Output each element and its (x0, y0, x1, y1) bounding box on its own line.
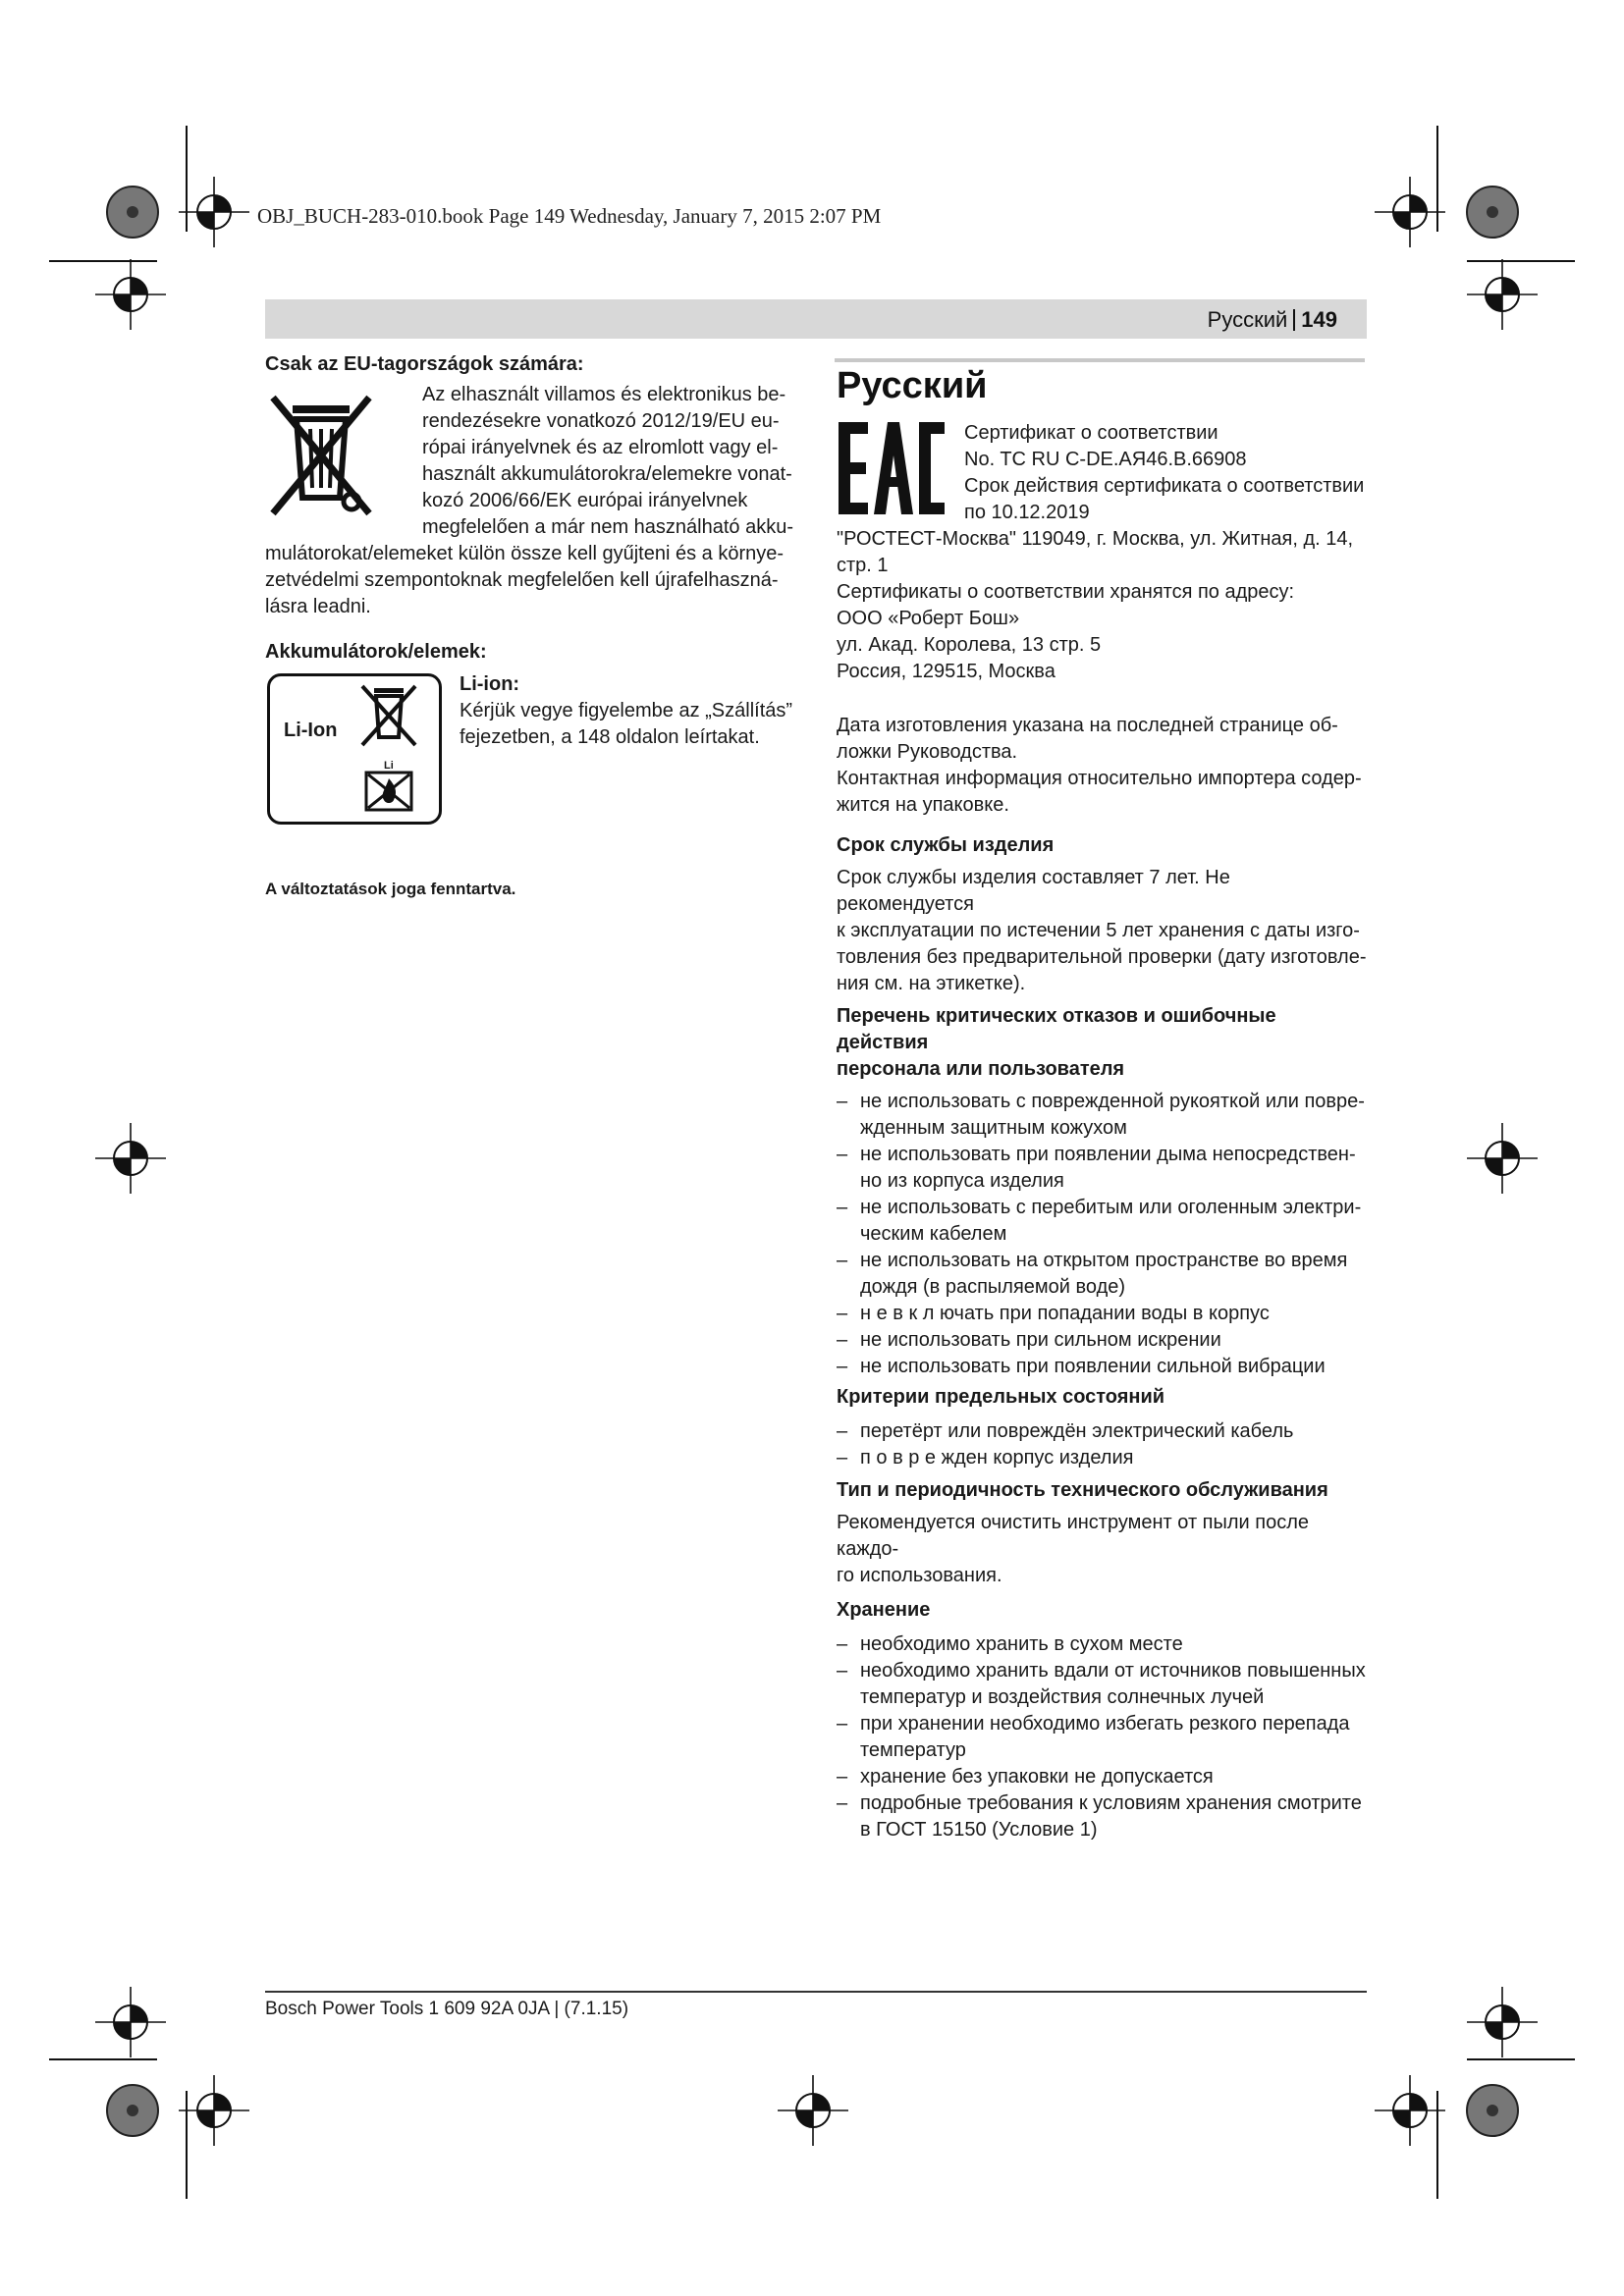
maintenance-heading: Тип и периодичность технического обслуживания (837, 1479, 1328, 1501)
footer: Bosch Power Tools 1 609 92A 0JA | (7.1.15) (265, 1999, 629, 2019)
date-line: Контактная информация относительно импортера содер- (837, 768, 1362, 789)
footer-rule (265, 1991, 1367, 1993)
liion-line: fejezetben, a 148 oldalon leírtakat. (460, 726, 760, 748)
maintenance-line: го использования. (837, 1565, 1002, 1586)
eu-heading: Csak az EU-tagországok számára: (265, 353, 584, 375)
eu-line: rópai irányelvnek és az elromlott vagy el- (422, 437, 779, 458)
book-slug: OBJ_BUCH-283-010.book Page 149 Wednesday, January 7, 2015 2:07 PM (257, 204, 882, 228)
rostest-line: ул. Акад. Королева, 13 стр. 5 (837, 634, 1102, 656)
crossed-battery-bin-icon (358, 682, 419, 751)
rostest-block (837, 526, 1372, 685)
rostest-line: стр. 1 (837, 555, 889, 576)
header-language: Русский (1207, 307, 1288, 332)
certificate-block (964, 420, 1367, 526)
list-item: – необходимо хранить в сухом месте (837, 1631, 1372, 1658)
list-item: – не использовать с поврежденной рукояткой или повре- жденным защитным кожухом (837, 1089, 1372, 1142)
rights-reserved: A változtatások joga fenntartva. (265, 880, 516, 898)
rostest-line: Сертификаты о соответствии хранятся по адресу: (837, 581, 1295, 603)
eu-line: lásra leadni. (265, 596, 371, 617)
eu-line: használt akkumulátorokra/elemekre vonat- (422, 463, 792, 485)
right-column (837, 526, 1372, 1843)
critical-heading (837, 1003, 1372, 1083)
eac-mark-icon (837, 420, 947, 516)
list-item: – перетёрт или повреждён электрический кабель (837, 1418, 1372, 1445)
liion-heading: Li-ion: (460, 673, 520, 695)
eu-line: mulátorokat/elemeket külön össze kell gyűjteni és a környe- (265, 543, 785, 564)
accumulator-heading: Akkumulátorok/elemek: (265, 641, 487, 663)
list-item: – подробные требования к условиям хранения смотрите в ГОСТ 15150 (Условие 1) (837, 1790, 1372, 1843)
liion-text (460, 671, 793, 751)
critical-heading-line: Перечень критических отказов и ошибочные действия (837, 1005, 1276, 1053)
critical-list (837, 1089, 1372, 1380)
left-column (265, 351, 795, 902)
crossed-bin-icon (267, 392, 375, 519)
list-item: – необходимо хранить вдали от источников повышенных температур и воздействия солнечных лучей (837, 1658, 1372, 1711)
liion-symbol-box (267, 673, 442, 825)
no-fire-battery-icon (364, 771, 413, 812)
list-item: – хранение без упаковки не допускается (837, 1764, 1372, 1790)
limits-heading: Критерии предельных состояний (837, 1386, 1165, 1408)
cert-line: Срок действия сертификата о соответствии (964, 475, 1365, 497)
list-item: – н е в к л ючать при попадании воды в корпус (837, 1301, 1372, 1327)
eu-text-wide (265, 541, 795, 620)
list-item: – не использовать при появлении дыма непосредствен- но из корпуса изделия (837, 1142, 1372, 1195)
eu-line: Az elhasznált villamos és elektronikus be- (422, 384, 786, 405)
cert-line: Сертификат о соответствии (964, 422, 1218, 444)
header-page-number: 149 (1301, 307, 1337, 332)
eu-line: kozó 2006/66/EK európai irányelvnek (422, 490, 748, 511)
list-item: – не использовать на открытом пространстве во время дождя (в распыляемой воде) (837, 1248, 1372, 1301)
liion-box-small-label: Li (384, 760, 394, 772)
date-line: ложки Руководства. (837, 741, 1018, 763)
life-line: Срок службы изделия составляет 7 лет. Не рекомендуется (837, 867, 1230, 915)
storage-heading: Хранение (837, 1599, 931, 1621)
rostest-line: "РОСТЕСТ-Москва" 119049, г. Москва, ул. Житная, д. 14, (837, 528, 1354, 550)
life-block (837, 865, 1372, 997)
date-line: жится на упаковке. (837, 794, 1009, 816)
critical-heading-line: персонала или пользователя (837, 1058, 1125, 1080)
section-rule (835, 358, 1365, 362)
liion-line: Kérjük vegye figyelembe az „Szállítás” (460, 700, 793, 721)
list-item: – не использовать при появлении сильной вибрации (837, 1354, 1372, 1380)
eu-text (422, 382, 795, 541)
life-line: ния см. на этикетке). (837, 973, 1026, 994)
cert-line: по 10.12.2019 (964, 502, 1090, 523)
life-heading: Срок службы изделия (837, 834, 1055, 856)
maintenance-block (837, 1510, 1372, 1589)
life-line: товления без предварительной проверки (дату изготовле- (837, 946, 1367, 968)
rostest-line: ООО «Роберт Бош» (837, 608, 1020, 629)
header-text (1208, 307, 1337, 333)
life-line: к эксплуатации по истечении 5 лет хранения с даты изго- (837, 920, 1360, 941)
eu-line: megfelelően a már nem használható akku- (422, 516, 793, 538)
date-line: Дата изготовления указана на последней странице об- (837, 715, 1338, 736)
date-block (837, 713, 1372, 819)
header-separator (1293, 309, 1295, 331)
section-title: Русский (837, 365, 988, 406)
liion-box-label: Li-Ion (284, 720, 338, 741)
cert-line: No. TC RU C-DE.АЯ46.B.66908 (964, 449, 1247, 470)
eu-line: rendezésekre vonatkozó 2012/19/EU eu- (422, 410, 780, 432)
storage-list (837, 1631, 1372, 1843)
limits-list (837, 1418, 1372, 1471)
rostest-line: Россия, 129515, Москва (837, 661, 1056, 682)
maintenance-line: Рекомендуется очистить инструмент от пыли после каждо- (837, 1512, 1310, 1560)
eu-line: zetvédelmi szempontoknak megfelelően kell újrafelhaszná- (265, 569, 779, 591)
list-item: – не использовать с перебитым или оголенным электри- ческим кабелем (837, 1195, 1372, 1248)
list-item: – при хранении необходимо избегать резкого перепада температур (837, 1711, 1372, 1764)
list-item: – п о в р е жден корпус изделия (837, 1445, 1372, 1471)
list-item: – не использовать при сильном искрении (837, 1327, 1372, 1354)
running-header (265, 299, 1367, 339)
